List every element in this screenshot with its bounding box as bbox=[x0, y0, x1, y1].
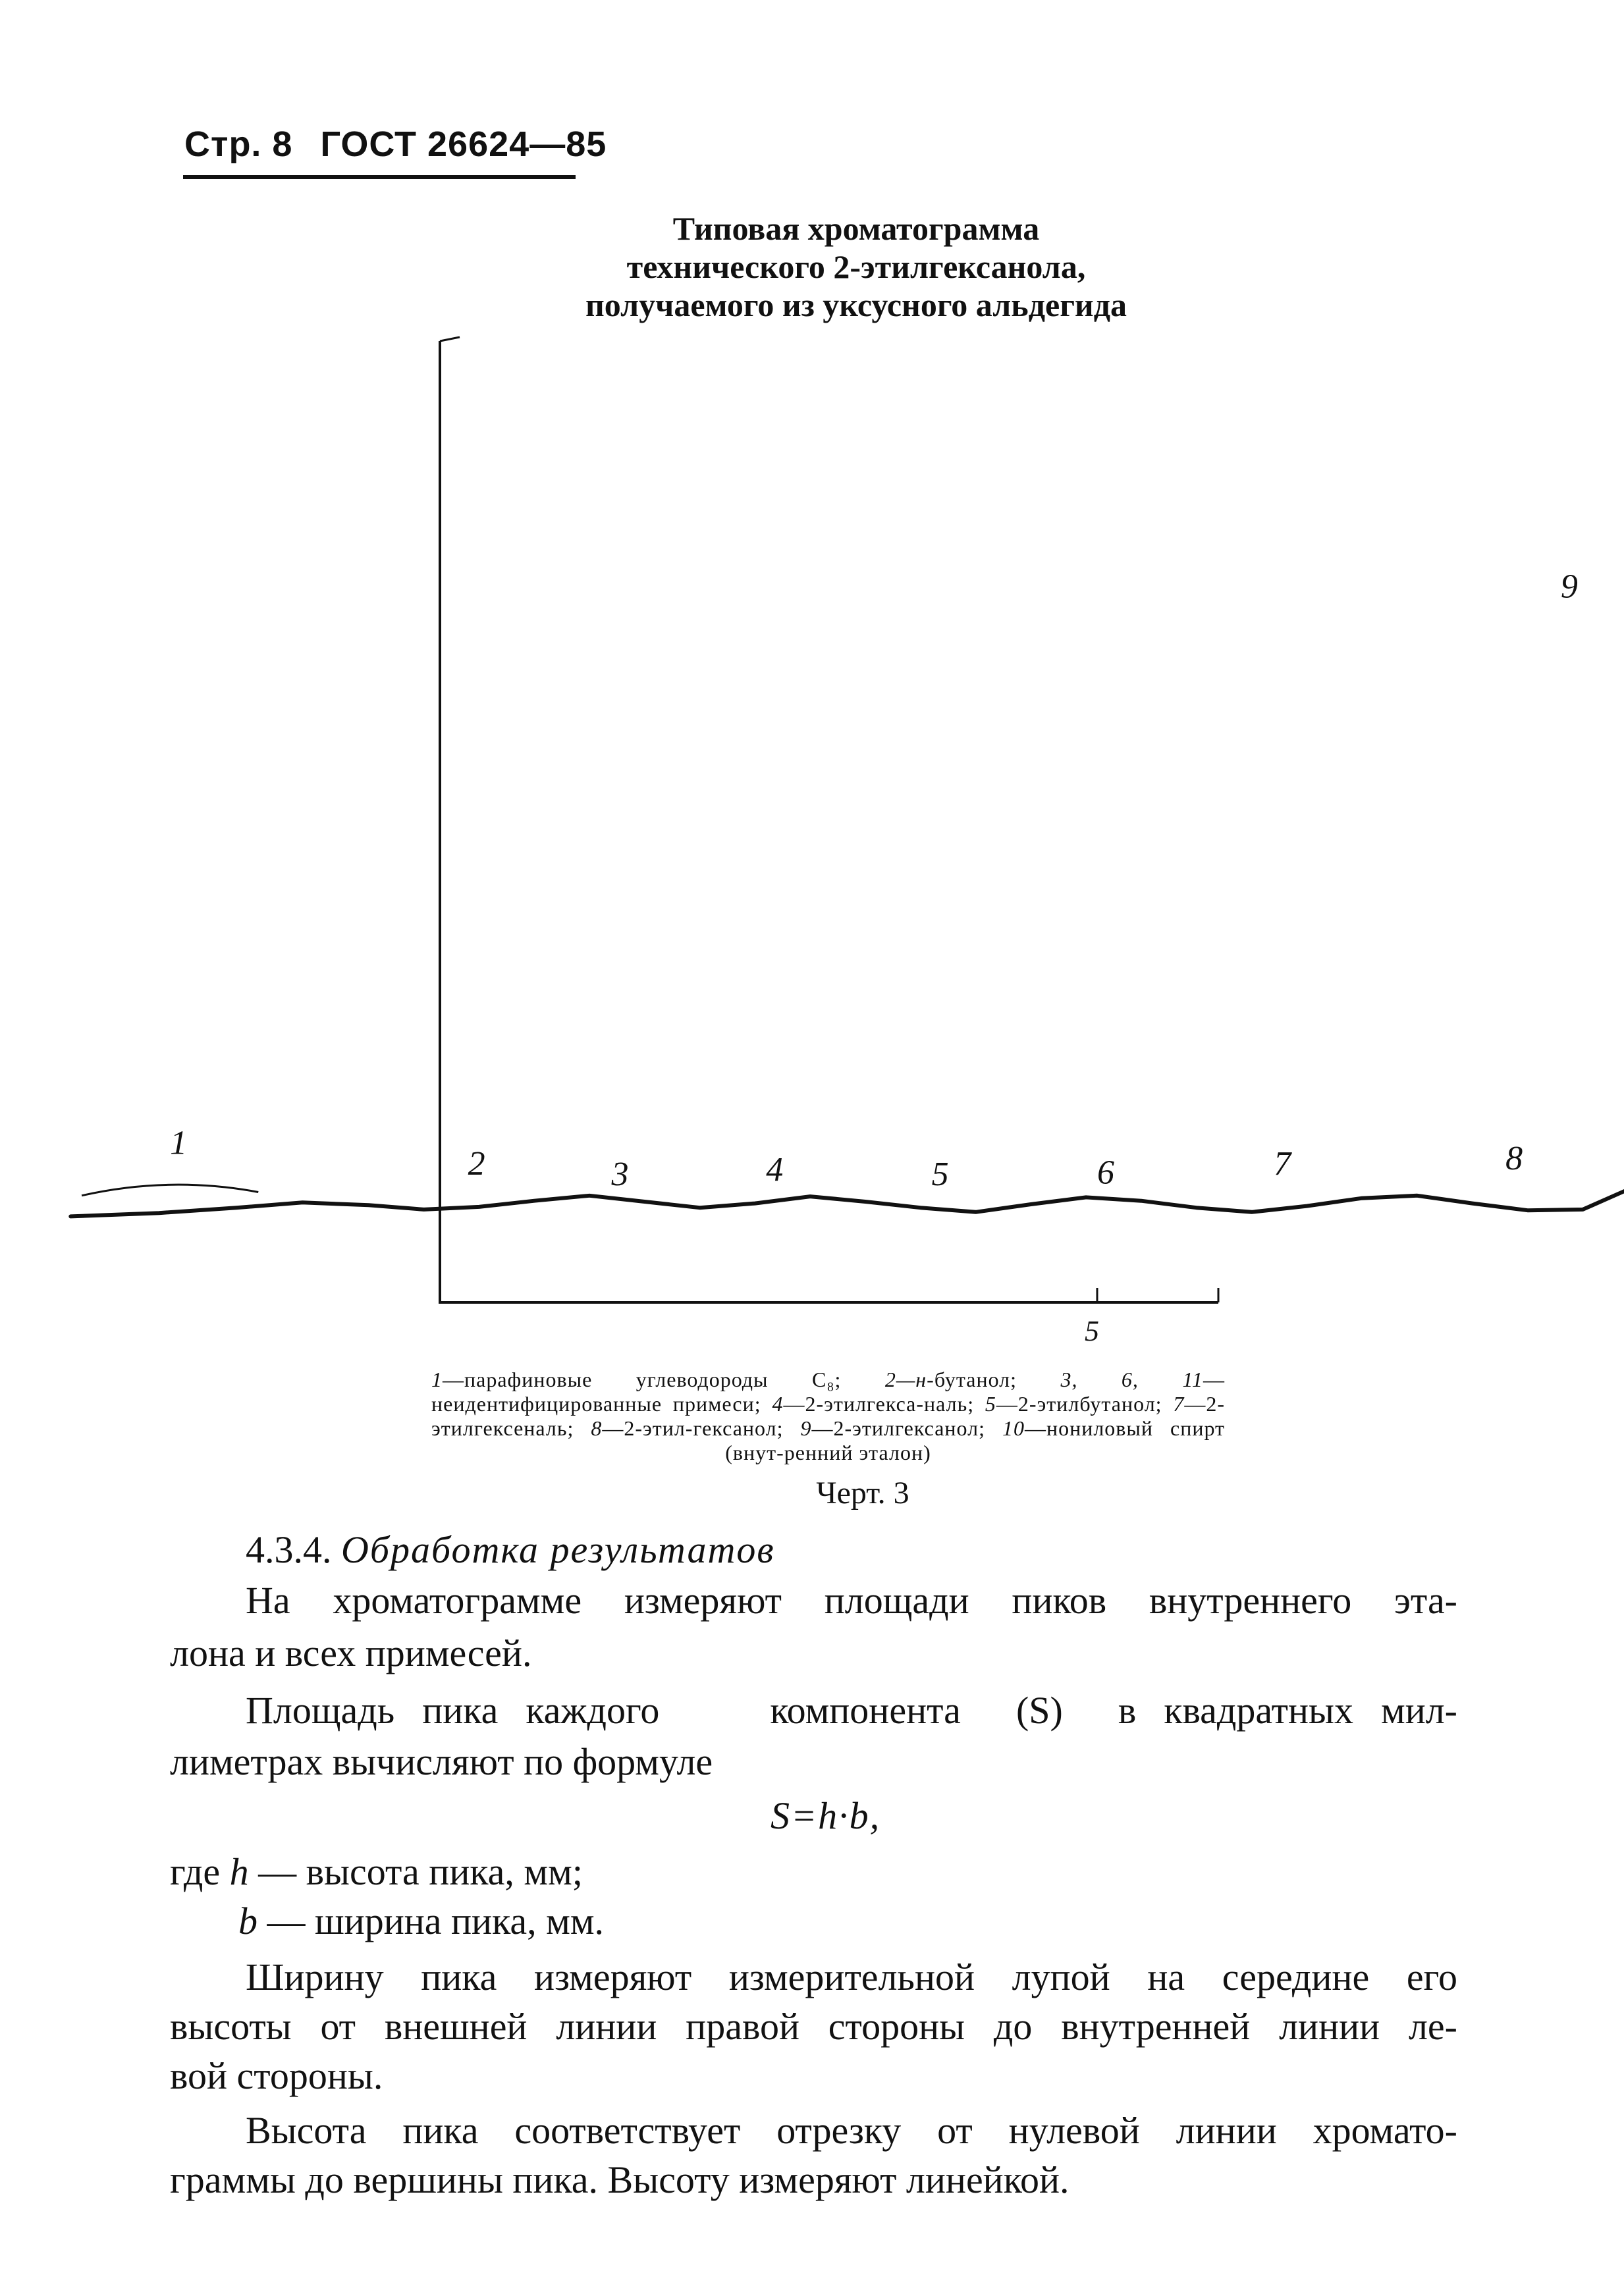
paragraph-line: лиметрах вычисляют по формуле bbox=[170, 1740, 713, 1783]
paragraph-line: Площадь пика каждого компонента (S) в квадратных мил- bbox=[246, 1689, 1457, 1732]
section-heading bbox=[246, 1526, 775, 1574]
where-word: где bbox=[170, 1850, 221, 1893]
figure-title-line: технического 2-этилгексанола, bbox=[626, 248, 1086, 285]
paragraph-line: На хроматограмме измеряют площади пиков внутреннего эта- bbox=[246, 1579, 1457, 1622]
peak-label: 2 bbox=[468, 1145, 485, 1183]
paragraph-line: лона и всех примесей. bbox=[170, 1632, 532, 1674]
definition-text: — ширина пика, мм. bbox=[267, 1900, 605, 1942]
peak-label: 3 bbox=[611, 1155, 629, 1193]
paragraph-line: граммы до вершины пика. Высоту измеряют линейкой. bbox=[170, 2158, 1069, 2201]
definition-text: — высота пика, мм; bbox=[258, 1850, 583, 1893]
x-axis-ticks bbox=[1085, 1288, 1624, 1347]
variable-h: h bbox=[229, 1850, 249, 1893]
peak-label: 1 bbox=[170, 1124, 188, 1162]
paragraph-line: вой стороны. bbox=[170, 2054, 383, 2097]
peak-label: 4 bbox=[766, 1151, 784, 1189]
peak-label: 5 bbox=[931, 1155, 949, 1193]
paragraph-line: высоты от внешней линии правой стороны до внутренней линии ле- bbox=[170, 2005, 1457, 2048]
peak-label: 7 bbox=[1274, 1145, 1291, 1183]
section-number: 4.3.4. bbox=[246, 1528, 332, 1571]
peak-labels bbox=[82, 568, 1624, 1196]
x-tick-label: 5 bbox=[1085, 1315, 1099, 1347]
formula: S=h·b, bbox=[771, 1794, 881, 1837]
chart-top-corner bbox=[440, 337, 460, 341]
paragraph-line: Ширину пика измеряют измерительной лупой на середине его bbox=[246, 1956, 1457, 1998]
chromatogram-trace bbox=[70, 349, 1624, 1223]
definition-b bbox=[238, 1898, 604, 1945]
variable-b: b bbox=[238, 1900, 257, 1942]
figure-title-line: Типовая хроматограмма bbox=[672, 210, 1040, 247]
section-title: Обработка результатов bbox=[341, 1528, 775, 1571]
peak-label: 9 bbox=[1560, 568, 1578, 606]
trace-line bbox=[70, 349, 1624, 1223]
definition-h bbox=[170, 1848, 583, 1896]
figure-title-line: получаемого из уксусного альдегида bbox=[585, 286, 1127, 323]
figure-legend: 1—парафиновые углеводороды C₈; 2—н-бутанол; 3, 6, 11—неидентифицированные примеси; 4—2-этилгекса-наль; 5—2-этилбутанол; 7—2-этилгексеналь; 8—2-этил-гексанол; 9—2-этилгексанол; 10—нониловый спирт (внут-ренний эталон) bbox=[431, 1368, 1226, 1464]
peak-1-brace bbox=[82, 1185, 258, 1196]
page-number: Стр. 8 bbox=[184, 124, 293, 164]
peak-label: 8 bbox=[1505, 1140, 1523, 1178]
standard-number: ГОСТ 26624—85 bbox=[320, 124, 607, 164]
paragraph-line: Высота пика соответствует отрезку от нулевой линии хромато- bbox=[246, 2109, 1457, 2152]
figure-caption: Черт. 3 bbox=[816, 1476, 909, 1510]
peak-label: 6 bbox=[1097, 1154, 1114, 1192]
